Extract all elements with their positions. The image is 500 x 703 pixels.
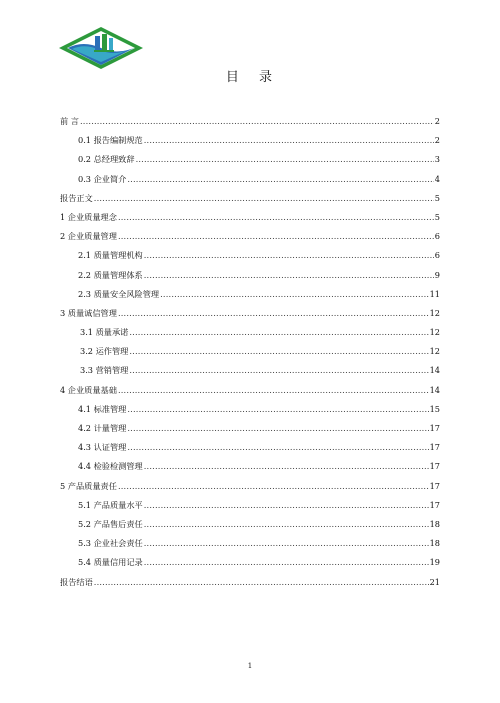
toc-leader-dots bbox=[118, 381, 429, 400]
toc-leader-dots bbox=[129, 361, 428, 380]
toc-entry[interactable] bbox=[60, 496, 440, 515]
toc-entry[interactable] bbox=[60, 534, 440, 553]
toc-entry-label: 1 企业质量理念 bbox=[60, 211, 117, 222]
toc-entry[interactable] bbox=[60, 304, 440, 323]
toc-leader-dots bbox=[118, 208, 434, 227]
toc-entry[interactable] bbox=[60, 227, 440, 246]
toc-entry[interactable] bbox=[60, 208, 440, 227]
toc-entry[interactable] bbox=[60, 170, 440, 189]
toc-entry[interactable] bbox=[60, 342, 440, 361]
toc-entry-page: 6 bbox=[434, 250, 440, 261]
toc-leader-dots bbox=[144, 457, 429, 476]
company-logo-icon bbox=[58, 26, 144, 70]
toc-entry[interactable] bbox=[60, 323, 440, 342]
toc-leader-dots bbox=[144, 246, 434, 265]
toc-leader-dots bbox=[144, 266, 434, 285]
toc-entry-page: 18 bbox=[429, 538, 440, 549]
toc-entry[interactable] bbox=[60, 381, 440, 400]
toc-leader-dots bbox=[144, 553, 429, 572]
toc-entry-page: 11 bbox=[429, 288, 440, 299]
toc-entry-label: 0.2 总经理致辞 bbox=[78, 154, 135, 165]
toc-entry-page: 2 bbox=[434, 116, 440, 126]
toc-entry[interactable] bbox=[60, 573, 440, 592]
toc-entry-page: 18 bbox=[429, 518, 440, 529]
toc-entry-page: 5 bbox=[434, 211, 440, 222]
toc-entry-page: 12 bbox=[429, 327, 440, 338]
toc-entry-label: 3.1 质量承诺 bbox=[80, 327, 129, 338]
toc-entry-label: 4.1 标准管理 bbox=[78, 403, 127, 414]
toc-entry-label: 前 言 bbox=[60, 116, 79, 126]
toc-entry-label: 4.4 检验检测管理 bbox=[78, 461, 143, 472]
toc-entry-label: 3 质量诚信管理 bbox=[60, 307, 117, 318]
toc-leader-dots bbox=[118, 304, 429, 323]
toc-leader-dots bbox=[118, 227, 434, 246]
toc-leader-dots bbox=[144, 534, 429, 553]
toc-entry[interactable] bbox=[60, 515, 440, 534]
toc-entry-page: 4 bbox=[434, 173, 440, 184]
toc-entry-label: 2.2 质量管理体系 bbox=[78, 269, 143, 280]
toc-leader-dots bbox=[136, 150, 434, 169]
toc-leader-dots bbox=[127, 438, 428, 457]
toc-entry[interactable] bbox=[60, 419, 440, 438]
toc-entry-page: 6 bbox=[434, 231, 440, 242]
toc-entry-label: 5 产品质量责任 bbox=[60, 480, 117, 491]
toc-entry[interactable] bbox=[60, 361, 440, 380]
toc-entry[interactable] bbox=[60, 112, 440, 131]
toc-entry[interactable] bbox=[60, 400, 440, 419]
toc-leader-dots bbox=[144, 496, 429, 515]
toc-leader-dots bbox=[80, 112, 434, 131]
toc-entry-label: 3.2 运作管理 bbox=[80, 346, 129, 357]
toc-entry-label: 报告结语 bbox=[60, 576, 93, 587]
toc-leader-dots bbox=[127, 400, 428, 419]
toc-entry[interactable] bbox=[60, 438, 440, 457]
toc-entry-label: 报告正文 bbox=[60, 192, 93, 203]
toc-entry[interactable] bbox=[60, 131, 440, 150]
toc-entry-page: 19 bbox=[429, 557, 440, 568]
toc-entry[interactable] bbox=[60, 246, 440, 265]
toc-entry-page: 12 bbox=[429, 307, 440, 318]
toc-leader-dots bbox=[127, 419, 428, 438]
toc-entry-label: 5.2 产品售后责任 bbox=[78, 518, 143, 529]
page-number: 1 bbox=[247, 662, 253, 670]
toc-leader-dots bbox=[129, 342, 428, 361]
toc-leader-dots bbox=[129, 323, 428, 342]
toc-entry[interactable] bbox=[60, 477, 440, 496]
toc-entry-label: 4.2 计量管理 bbox=[78, 423, 127, 433]
toc-entry-page: 3 bbox=[434, 154, 440, 165]
toc-entry-label: 2.3 质量安全风险管理 bbox=[78, 288, 160, 299]
toc-leader-dots bbox=[127, 170, 433, 189]
toc-entry-page: 12 bbox=[429, 346, 440, 357]
toc-entry[interactable] bbox=[60, 553, 440, 572]
toc-entry-page: 21 bbox=[429, 576, 440, 587]
toc-entry-page: 9 bbox=[434, 269, 440, 280]
toc-entry-page: 17 bbox=[429, 423, 440, 433]
toc-entry[interactable] bbox=[60, 285, 440, 304]
toc-entry-page: 17 bbox=[429, 442, 440, 453]
toc-entry-label: 2.1 质量管理机构 bbox=[78, 250, 143, 261]
toc-entry-page: 17 bbox=[429, 461, 440, 472]
toc-entry-page: 17 bbox=[429, 499, 440, 510]
toc-entry-label: 4.3 认证管理 bbox=[78, 442, 127, 453]
toc-entry-label: 4 企业质量基础 bbox=[60, 384, 117, 395]
toc-entry-page: 15 bbox=[429, 403, 440, 414]
toc-entry-label: 0.3 企业简介 bbox=[78, 173, 127, 184]
page-title: 目 录 bbox=[225, 70, 281, 85]
toc-entry-label: 5.4 质量信用记录 bbox=[78, 557, 143, 568]
toc-entry[interactable] bbox=[60, 457, 440, 476]
toc-entry-label: 3.3 营销管理 bbox=[80, 365, 129, 376]
toc-entry-page: 14 bbox=[429, 384, 440, 395]
toc-entry-label: 2 企业质量管理 bbox=[60, 231, 117, 242]
toc-leader-dots bbox=[94, 573, 429, 592]
toc-leader-dots bbox=[94, 189, 434, 208]
toc-entry[interactable] bbox=[60, 266, 440, 285]
toc-entry-page: 5 bbox=[434, 192, 440, 203]
toc-entry-label: 5.1 产品质量水平 bbox=[78, 499, 143, 510]
toc-leader-dots bbox=[118, 477, 429, 496]
toc-entry[interactable] bbox=[60, 189, 440, 208]
toc-entry[interactable] bbox=[60, 150, 440, 169]
table-of-contents bbox=[60, 112, 440, 592]
toc-entry-label: 5.3 企业社会责任 bbox=[78, 538, 143, 549]
toc-entry-page: 17 bbox=[429, 480, 440, 491]
toc-leader-dots bbox=[144, 131, 434, 150]
toc-entry-page: 14 bbox=[429, 365, 440, 376]
toc-entry-label: 0.1 报告编制规范 bbox=[78, 135, 143, 146]
toc-leader-dots bbox=[144, 515, 429, 534]
toc-entry-page: 2 bbox=[434, 135, 440, 146]
toc-leader-dots bbox=[160, 285, 428, 304]
